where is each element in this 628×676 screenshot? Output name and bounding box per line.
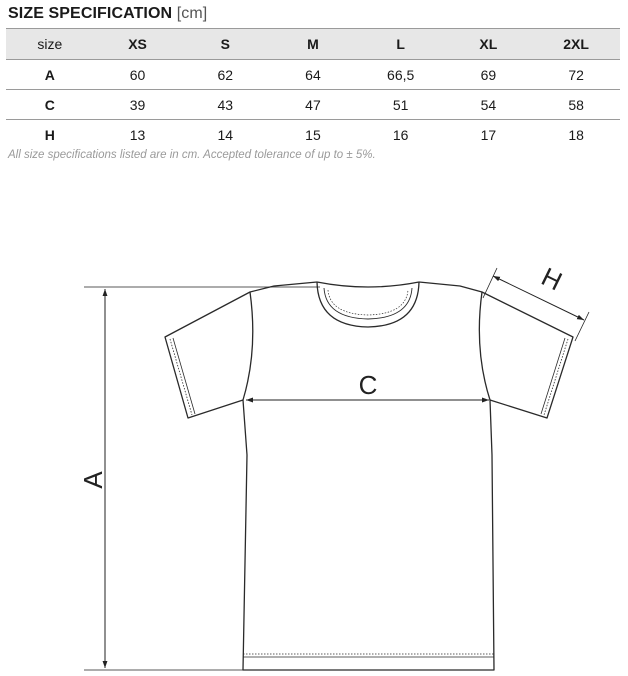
- row-label: A: [44, 66, 55, 83]
- table-cell: 51: [392, 96, 409, 113]
- table-cell: 66,5: [387, 66, 415, 83]
- header-cell-xl: XL: [445, 29, 533, 60]
- table-cell: 62: [217, 66, 234, 83]
- header-cell-xs: XS: [94, 29, 182, 60]
- collar: [317, 282, 419, 327]
- table-cell: 13: [129, 126, 146, 143]
- table-cell: 60: [129, 66, 146, 83]
- table-cell: 72: [568, 66, 584, 83]
- dimension-a: [84, 287, 320, 670]
- header-cell-l: L: [357, 29, 445, 60]
- table-cell: 64: [305, 66, 321, 83]
- table-cell: 14: [217, 126, 234, 143]
- label-c: C: [358, 370, 378, 400]
- table-cell: 54: [480, 96, 497, 113]
- tshirt-outline: [165, 282, 573, 670]
- table-cell: 18: [568, 126, 584, 143]
- table-cell: 69: [480, 66, 497, 83]
- row-label: H: [44, 126, 55, 143]
- header-cell-2xl: 2XL: [532, 29, 620, 60]
- table-cell: 16: [392, 126, 409, 143]
- table-cell: 43: [217, 96, 234, 113]
- table-cell: 17: [480, 126, 497, 143]
- label-a: A: [78, 471, 108, 489]
- title-main: SIZE SPECIFICATION: [8, 5, 173, 22]
- table-cell: 15: [305, 126, 321, 143]
- title-unit: [cm]: [176, 5, 208, 22]
- table-cell: 47: [305, 96, 321, 113]
- dimension-h: [483, 268, 589, 341]
- row-label: C: [44, 96, 55, 113]
- header-cell-s: S: [181, 29, 269, 60]
- table-cell: 39: [129, 96, 146, 113]
- header-cell-m: M: [269, 29, 357, 60]
- header-cell-size: size: [6, 29, 94, 60]
- tolerance-note: All size specifications listed are in cm. Accepted tolerance of up to ± 5%.: [8, 149, 376, 161]
- label-h: H: [536, 261, 567, 297]
- table-cell: 58: [568, 96, 584, 113]
